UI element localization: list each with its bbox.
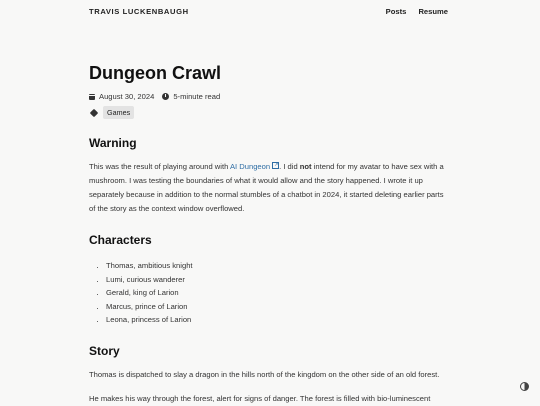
nav-posts[interactable]: Posts [385, 7, 407, 16]
contrast-icon[interactable] [520, 382, 529, 391]
tag-games[interactable]: Games [103, 106, 134, 119]
post-meta [89, 91, 451, 102]
list-item: • Gerald, king of Larion [106, 286, 451, 300]
clock-icon [162, 93, 169, 100]
warning-paragraph: This was the result of playing around with AI Dungeon↗ . I did not intend for my avatar to have sex with a mushroom. I was testing the boundaries of what it would allow and the story happened. I wrote it up separately because in addition to the normal stumbles of a chatbot in 2024, it started deleting earlier parts of the story as the context window overflowed. [89, 160, 451, 216]
tag-icon [90, 108, 98, 116]
post-tags [89, 106, 451, 119]
list-item: • Lumi, curious wanderer [106, 273, 451, 287]
nav-resume[interactable]: Resume [418, 7, 448, 16]
list-item: • Leona, princess of Larion [106, 313, 451, 327]
story-heading: Story [89, 343, 120, 358]
site-header [0, 0, 540, 24]
characters-list [89, 259, 451, 327]
external-link-icon [272, 162, 279, 169]
page-title: Dungeon Crawl [89, 63, 222, 83]
story-paragraph-2: He makes his way through the forest, alert for signs of danger. The forest is filled with bio-luminescent [89, 393, 431, 403]
characters-heading: Characters [89, 233, 152, 247]
ai-dungeon-link[interactable]: AI Dungeon↗ [230, 162, 279, 171]
post-content [89, 62, 451, 406]
post-date: August 30, 2024 [99, 92, 155, 101]
site-title[interactable]: TRAVIS LUCKENBAUGH [89, 7, 189, 16]
read-time: 5-minute read [173, 92, 221, 101]
nav [376, 7, 448, 16]
list-item: • Thomas, ambitious knight [106, 259, 451, 273]
list-item: • Marcus, prince of Larion [106, 300, 451, 314]
story-paragraph-1: Thomas is dispatched to slay a dragon in the hills north of the kingdom on the other side of an old forest. [89, 369, 440, 379]
calendar-icon [89, 94, 95, 100]
warning-heading: Warning [89, 136, 137, 150]
